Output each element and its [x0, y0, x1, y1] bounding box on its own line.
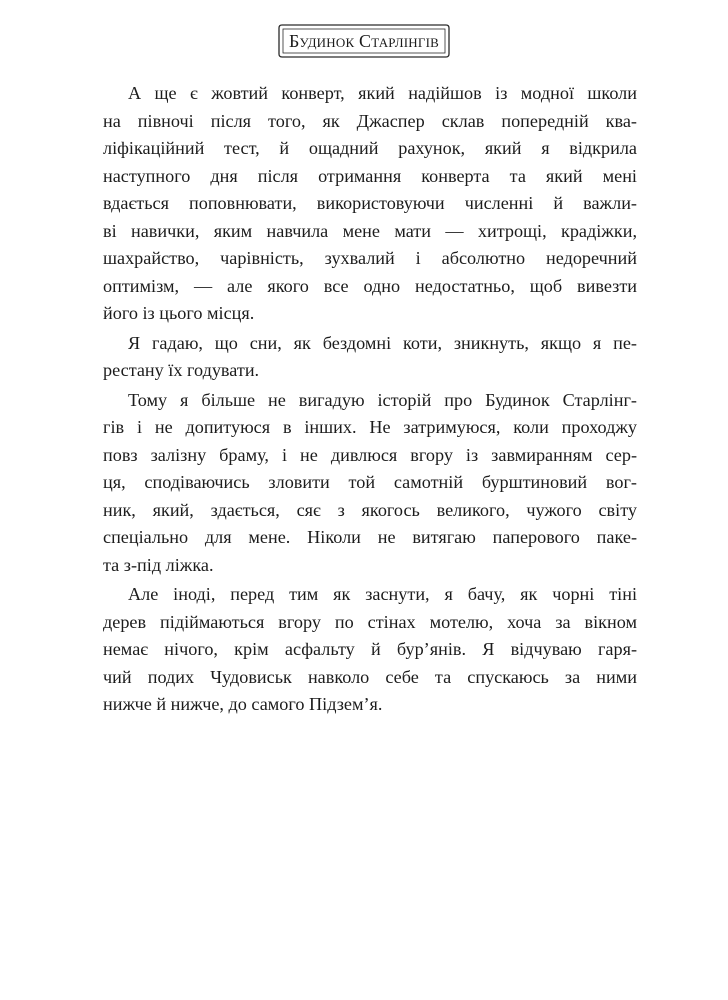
text-line: А ще є жовтий конверт, який надійшов із модної школи [128, 83, 637, 103]
text-line: ця, сподіваючись зловити той самотній бурштиновий вог- [103, 472, 637, 492]
text-line: оптимізм, — але якого все одно недостатньо, щоб вивезти [103, 275, 637, 296]
paragraph [103, 387, 637, 580]
text-line: чий подих Чудовиськ навколо себе та спускаюсь за ними [103, 666, 637, 687]
paragraph-list [103, 80, 637, 719]
text-line: шахрайство, чарівність, зухвалий і абсолютно недоречний [103, 248, 637, 268]
text-line: рестану їх годувати. [103, 360, 260, 380]
text-line: на півночі після того, як Джаспер склав попередній ква- [103, 110, 637, 131]
text-line: дерев підіймаються вгору по стінах мотелю, хоча за вікном [103, 611, 637, 632]
text-line: гів і не допитуюся в інших. Не затримуюся, коли проходжу [103, 417, 637, 437]
paragraph [103, 581, 637, 719]
text-line: та з-під ліжка. [103, 554, 214, 575]
body-text [103, 80, 637, 719]
running-header-title: Будинок Старлінгів [288, 31, 440, 51]
text-line: ник, який, здається, сяє з якогось великого, чужого світу [103, 499, 637, 520]
text-line: вдається поповнювати, використовуючи численні й важли- [103, 193, 637, 213]
text-line: Але іноді, перед тим як заснути, я бачу, як чорні тіні [128, 584, 637, 604]
paragraph [103, 330, 637, 385]
text-line: нижче й нижче, до самого Підзем’я. [103, 694, 383, 714]
text-line: немає нічого, крім асфальту й бур’янів. Я відчуваю гаря- [103, 639, 637, 659]
running-header [276, 22, 452, 60]
text-line: ліфікаційний тест, й ощадний рахунок, який я відкрила [103, 138, 637, 158]
text-line: його із цього місця. [103, 303, 255, 323]
text-line: наступного дня після отримання конверта та який мені [103, 165, 637, 186]
text-line: Тому я більше не вигадую історій про Будинок Старлінг- [128, 389, 637, 410]
text-line: повз залізну браму, і не дивлюся вгору із завмиранням сер- [103, 444, 637, 465]
paragraph [103, 80, 637, 328]
text-line: Я гадаю, що сни, як бездомні коти, зникнуть, якщо я пе- [128, 332, 637, 353]
text-line: спеціально для мене. Ніколи не витягаю паперового паке- [103, 527, 637, 547]
text-line: ві навички, яким навчила мене мати — хитрощі, крадіжки, [103, 220, 637, 241]
